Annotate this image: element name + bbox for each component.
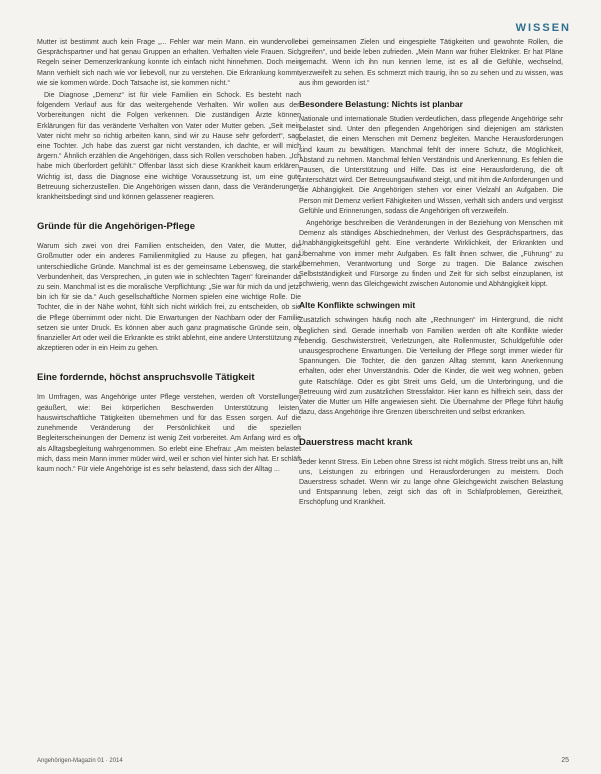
- paragraph: Nationale und internationale Studien verdeutlichen, dass pflegende Angehörige sehr belastet sind. Unter den pflegenden Angehörigen sind diejenigen am stärksten belastet, die einen Menschen mit Demenz begleiten. Manche Herausforderungen sind kaum zu bewältigen. Manchmal fehlt der innere Schutz, die Möglichkeit, Abstand zu nehmen. Manchmal fehlen Verständnis und Anerkennung. Es fehlen die Pausen, die Unterstützung und Hilfe. Das ist eine Herausforderung, die oft unterschätzt wird. Der Betreuungsaufwand steigt, und mit ihm die Anforderungen und die Abhängigkeit. Die Angehörigen stehen vor einer Vielzahl an Aufgaben. Die Person mit Demenz verliert Fähigkeiten und Wissen, verhält sich anders und vergisst Gefühle und Erinnerungen, sodass die Angehörigen oft verzweifeln.: [299, 116, 563, 215]
- section-heading: Gründe für die Angehörigen-Pflege: [37, 221, 195, 233]
- paragraph: Die Diagnose „Demenz“ ist für viele Familien ein Schock. Es besteht nach folgendem Verlauf aus für das weitergehende Verhalten. Wir wollen aus den Vorbereitungen nicht die Folgen verkennen. Die zuständigen Ärzte können Erklärungen für das veränderte Verhalten von Vater oder Mutter geben. „Seit mein Vater nicht mehr so richtig arbeiten kann, sind wir zu Hause sehr gefordert“, sagt eine Tochter. „Ich habe das zuerst gar nicht verstanden, ich dachte, er will mich ärgern.“ Ähnlich erzählen die Angehörigen, dass sich Rollen verschoben haben. „Ich habe mich überfordert gefühlt.“ Offenbar lässt sich diese Krankheit kaum erklären. Wichtig ist, dass die Diagnose eine wichtige Voraussetzung ist, um eine gute Betreuung sicherzustellen. Die Angehörigen wissen dann, dass die Veränderungen krankheitsbedingt sind und können gelassener reagieren.: [37, 92, 301, 202]
- section-label: WISSEN: [515, 22, 571, 34]
- right-column: [299, 38, 563, 511]
- paragraph: Jeder kennt Stress. Ein Leben ohne Stress ist nicht möglich. Stress treibt uns an, hilft uns, Leistungen zu erbringen und Herausforderungen zu meistern. Doch Dauerstress schadet. Wenn wir zu lange ohne Gleichgewicht zwischen Belastung und Entspannung leben, zeigt sich das oft in Schlafproblemen, Gereiztheit, Erschöpfung und Krankheit.: [299, 458, 563, 507]
- page-number: 25: [561, 757, 569, 764]
- paragraph: Angehörige beschreiben die Veränderungen in der Beziehung von Menschen mit Demenz als ständiges Abschiednehmen, der Verlust des Gesprächspartners, das Unabhängigkeitsgefühl geht. Eine veränderte Wirklichkeit, der Erkrankten und Übernahme von immer mehr Aufgaben. Es fällt ihnen schwer, die „Führung“ zu übernehmen, Verantwortung und Sorge zu tragen. Die Balance zwischen Selbstständigkeit und Fürsorge zu finden und Zeit für sich selbst einzuplanen, ist schwierig, wenn das Gleichgewicht zwischen Autonomie und Abhängigkeit kippt.: [299, 220, 563, 289]
- paragraph: bei gemeinsamen Zielen und eingespielte Tätigkeiten und gewohnte Rollen, die „greifen“, und beide leben zufrieden. „Mein Mann war früher Elektriker. Er hat Pläne gemacht. Wenn ich ihn nun kennen lerne, ist es all die Gefühle, wechselnd, verzweifelt zu sehen. Es schmerzt mich traurig, ihn so zu sehen und zu wissen, was aus ihm geworden ist.“: [299, 39, 563, 87]
- paragraph: Im Umfragen, was Angehörige unter Pflege verstehen, werden oft Vorstellungen geäußert, wie: Bei körperlichen Beschwerden Unterstützung leisten, hauswirtschaftliche Tätigkeiten übernehmen und für das Essen sorgen. Auf die zunehmende Veränderung der Persönlichkeit und die speziellen Begleiterscheinungen der Demenz ist wenig Zeit vorbereitet. Am Anfang wird es oft als Alltagsbegleitung wahrgenommen. So erlebt eine Ehefrau: „Am meisten belastet mich, dass mein Mann immer müder wird, weil er schon viel hinter sich hat. Er schläft kaum noch.“ Für viele Angehörige ist es sehr belastend, dass sich der Alltag ...: [37, 394, 301, 473]
- section-heading: Dauerstress macht krank: [299, 436, 413, 448]
- left-column: [37, 38, 301, 477]
- paragraph: Zusätzlich schwingen häufig noch alte „Rechnungen“ im Hintergrund, die nicht beglichen sind. Gerade innerhalb von Familien werden oft alte Konflikte wieder lebendig. Geschwisterstreit, Verletzungen, alte Rollenmuster, Schuldgefühle oder unausgesprochene Erwartungen. Die Verteilung der Pflege sorgt immer wieder für Spannungen. Die Tochter, die den ganzen Alltag stemmt, kann Anerkennung erhalten, oder eher Unverständnis. Oder die Kinder, die weit weg wohnen, geben gute Ratschläge. Oder es gibt Streit ums Geld, um die Unterbringung, und die Betreuung wird zum zusätzlichen Stressfaktor. Hier kann es hilfreich sein, dass der Vater die Mutter um Hilfe angewiesen sieht. Die Übernahme der Pflege führt häufig dazu, dass Angehörige ihre Grenzen überschreiten und selbst erkranken.: [299, 317, 563, 417]
- section-heading: Besondere Belastung: Nichts ist planbar: [299, 99, 463, 110]
- paragraph: Mutter ist bestimmt auch kein Frage „... Fehler war mein Mann. ein wundervoller Gesprächspartner und hat genau Gruppen an erhalten. Verhalten viele Frauen. Sich Regeln seiner Demenzerkrankung konnte ich einfach nicht hinnehmen. Doch mein Mann verhielt sich nach wie vor liebevoll, nur zu verstehen. Die Erkrankung kommt, wie sie kommen würde. Doch Tatsache ist, sie kommen nicht.“: [37, 39, 301, 87]
- paragraph: Warum sich zwei von drei Familien entscheiden, den Vater, die Mutter, die Großmutter oder ein anderes Familienmitglied zu Hause zu pflegen, hat ganz unterschiedliche Gründe. Manchmal ist es der gemeinsame Lebensweg, die starke Verbundenheit, das Versprechen, „in guten wie in schlechten Tagen“ füreinander da zu sein. Manchmal ist es die moralische Verpflichtung: „Sie war für mich da und jetzt bin ich für sie da.“ Auch gesellschaftliche Normen spielen eine wichtige Rolle. Die Tochter, die in der Nähe wohnt, fühlt sich nicht wirklich frei, zu entscheiden, ob sie die Pflege übernimmt oder nicht. Die Erwartungen der Nachbarn oder der Familie setzen sie unter Druck. Es können aber auch ganz pragmatische Gründe sein, ob finanzieller Art oder weil die Erkrankte es strikt ablehnt, eine andere Unterstützung zu akzeptieren oder in ein Heim zu gehen.: [37, 243, 301, 353]
- footer-publication: Angehörigen-Magazin 01 · 2014: [37, 758, 123, 764]
- section-heading: Alte Konflikte schwingen mit: [299, 300, 416, 311]
- section-heading: Eine fordernde, höchst anspruchsvolle Tätigkeit: [37, 372, 255, 384]
